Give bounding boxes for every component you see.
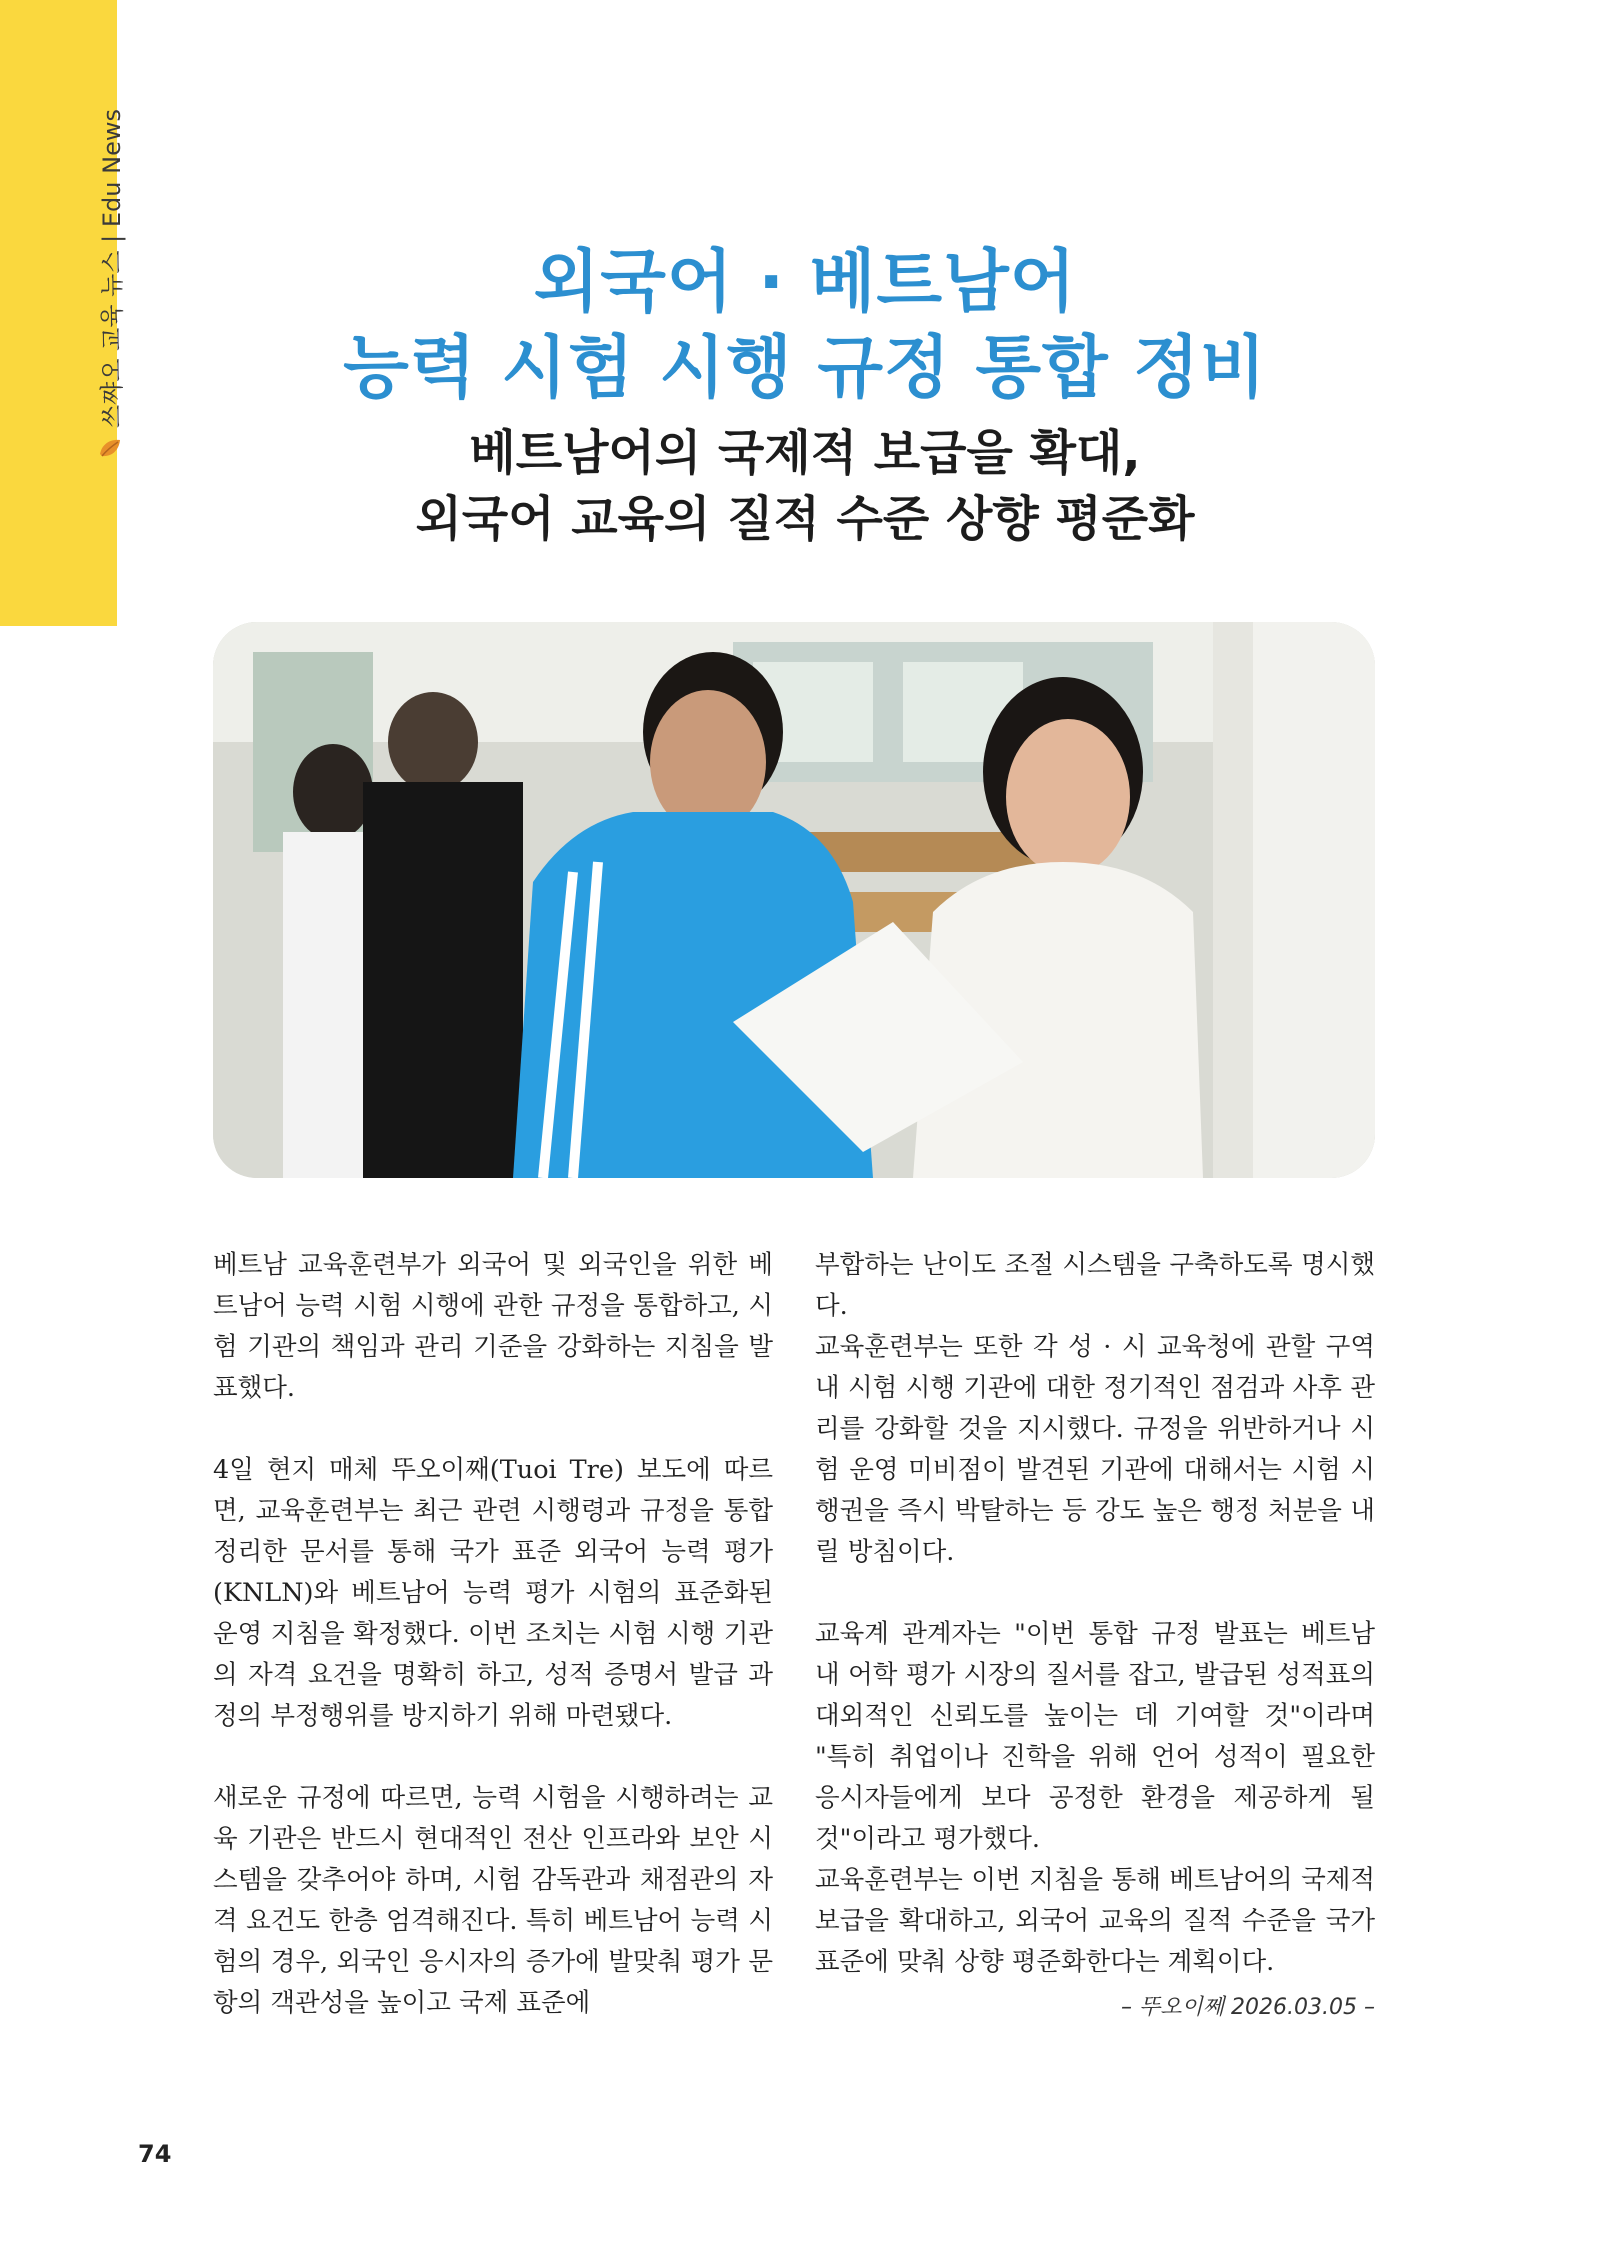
subheadline-line-2: 외국어 교육의 질적 수준 상향 평준화	[415, 491, 1195, 547]
leaf-icon	[98, 436, 122, 460]
paragraph: 4일 현지 매체 뚜오이째(Tuoi Tre) 보도에 따르면, 교육훈련부는 최근 관련 시행령과 규정을 통합 정리한 문서를 통해 국가 표준 외국어 능력 평가(KNLN)와 베트남어 능력 평가 시험의 표준화된 운영 지침을 확정했다. 이번 조치는 시험 시행 기관의 자격 요건을 명확히 하고, 성적 증명서 발급 과정의 부정행위를 방지하기 위해 마련됐다.	[213, 1455, 773, 1731]
subheadline-line-1: 베트남어의 국제적 보급을 확대,	[469, 425, 1141, 481]
section-label-text: 쓰쨔오 교육 뉴스 | Edu News	[98, 109, 126, 428]
paragraph: 새로운 규정에 따르면, 능력 시험을 시행하려는 교육 기관은 반드시 현대적인 전산 인프라와 보안 시스템을 갖추어야 하며, 시험 감독관과 채점관의 자격 요건도 한층 엄격해진다. 특히 베트남어 능력 시험의 경우, 외국인 응시자의 증가에 발맞춰 평가 문항의 객관성을 높이고 국제 표준에	[213, 1783, 773, 2018]
paragraph: 베트남 교육훈련부가 외국어 및 외국인을 위한 베트남어 능력 시험 시행에 관한 규정을 통합하고, 시험 기관의 책임과 관리 기준을 강화하는 지침을 발표했다.	[213, 1250, 773, 1403]
paragraph: 부합하는 난이도 조절 시스템을 구축하도록 명시했다.	[815, 1250, 1375, 1321]
subheadline	[230, 420, 1380, 552]
headline	[230, 240, 1380, 412]
paragraph: 교육훈련부는 또한 각 성 · 시 교육청에 관할 구역 내 시험 시행 기관에 대한 정기적인 점검과 사후 관리를 강화할 것을 지시했다. 규정을 위반하거나 시험 운영 미비점이 발견된 기관에 대해서는 시험 시행권을 즉시 박탈하는 등 강도 높은 행정 처분을 내릴 방침이다.	[815, 1332, 1375, 1567]
paragraph: 교육훈련부는 이번 지침을 통해 베트남어의 국제적 보급을 확대하고, 외국어 교육의 질적 수준을 국가 표준에 맞춰 상향 평준화한다는 계획이다.	[815, 1865, 1375, 1977]
article-photo	[213, 622, 1375, 1178]
paragraph: 교육계 관계자는 "이번 통합 규정 발표는 베트남 내 어학 평가 시장의 질서를 잡고, 발급된 성적표의 대외적인 신뢰도를 높이는 데 기여할 것"이라며 "특히 취업이나 진학을 위해 언어 성적이 필요한 응시자들에게 보다 공정한 환경을 제공하게 될 것"이라고 평가했다.	[815, 1619, 1375, 1854]
source-credit: – 뚜오이쩨 2026.03.05 –	[1121, 1995, 1375, 2020]
article-header	[230, 240, 1380, 552]
page-number: 74	[138, 2140, 172, 2168]
section-label	[92, 109, 127, 460]
headline-line-1: 외국어 · 베트남어	[533, 243, 1077, 322]
article-column-left	[213, 1245, 773, 2024]
headline-line-2: 능력 시험 시행 규정 통합 정비	[343, 329, 1267, 408]
article-column-right	[815, 1245, 1375, 2028]
